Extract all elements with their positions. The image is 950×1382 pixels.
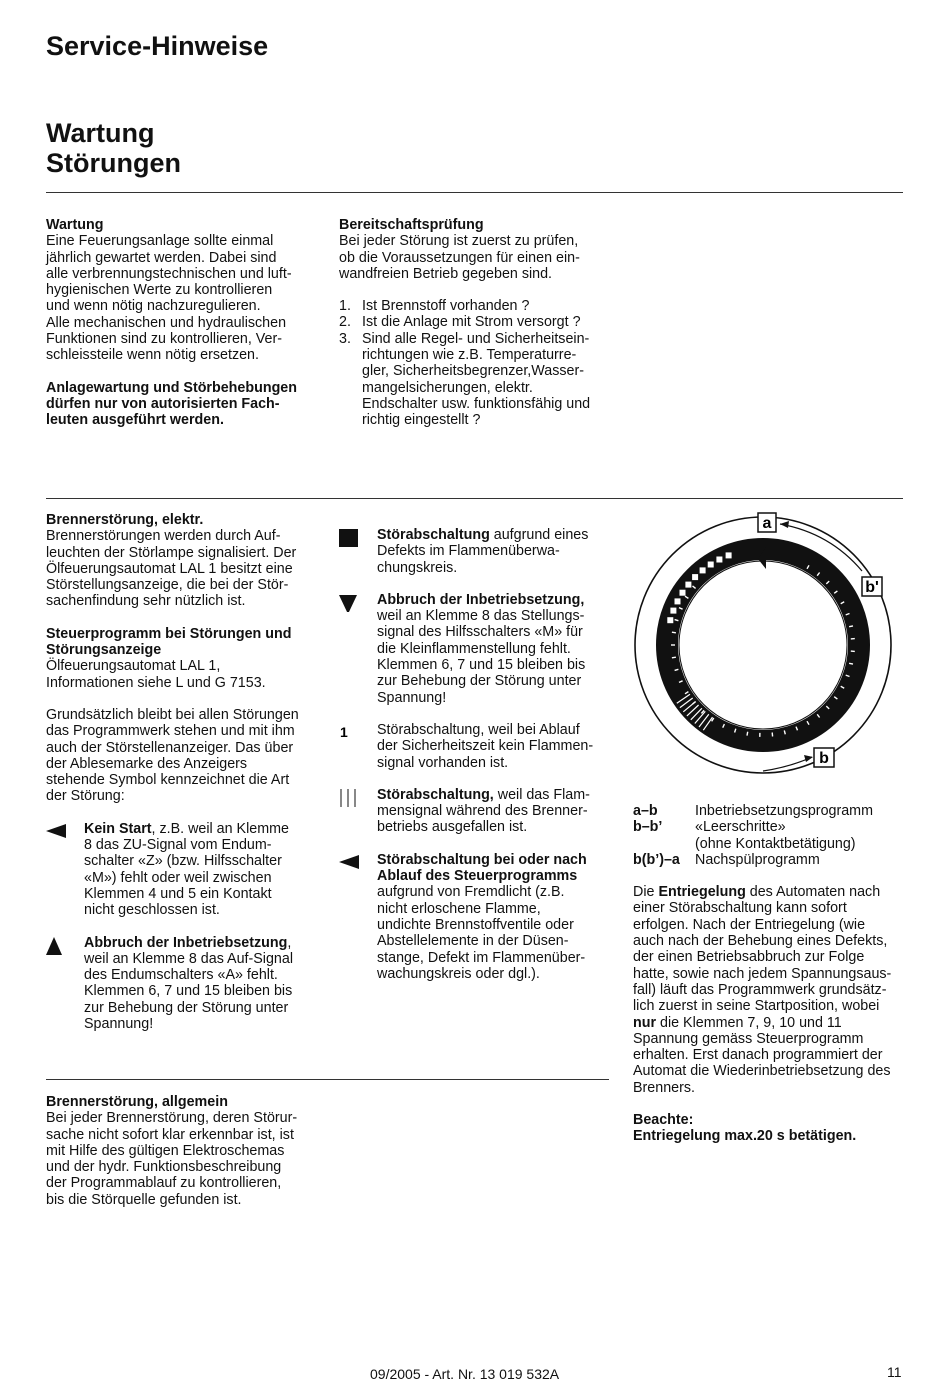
text-line: der Ablesemarke des Anzeigers	[46, 755, 248, 772]
text-line: Eine Feuerungsanlage sollte einmal	[46, 233, 274, 250]
symbol-explanation	[46, 935, 326, 1033]
symbol-text: nicht geschlossen ist.	[84, 902, 220, 919]
dial-inner-disc	[679, 561, 847, 729]
checklist-number: 2.	[339, 314, 351, 331]
allgemein-divider	[46, 1079, 609, 1080]
symbol-text: Abstellelemente in der Düsen-	[377, 933, 569, 950]
symbol-text: Störabschaltung, weil bei Ablauf	[377, 721, 580, 738]
text-line: Steuerprogramm bei Störungen und	[46, 625, 292, 642]
document-reference: 09/2005 - Art. Nr. 13 019 532A	[370, 1366, 560, 1382]
text-line: lich zuerst in seine Startposition, wobei	[633, 998, 880, 1015]
wartung-body	[46, 233, 326, 363]
section-divider	[46, 498, 903, 499]
dial-label-a	[758, 513, 776, 532]
wartung-warning	[46, 380, 326, 429]
section-title-line2: Störungen	[46, 148, 181, 178]
legend-key: b(b’)–a	[633, 851, 680, 868]
legend-row	[633, 803, 873, 819]
digit-one-icon	[339, 724, 363, 742]
text-line: schleissteile wenn nötig ersetzen.	[46, 347, 259, 364]
symbol-text: mensignal während des Brenner-	[377, 803, 588, 820]
symbol-text: Klemmen 6, 7 und 15 bleiben bis	[377, 657, 586, 674]
symbol-text: Klemmen 6, 7 und 15 bleiben bis	[84, 983, 293, 1000]
text-line: jährlich gewartet werden. Dabei sind	[46, 249, 277, 266]
text-line: sache nicht sofort klar erkennbar ist, ist	[46, 1126, 294, 1143]
note-heading: Beachte:	[633, 1112, 694, 1129]
symbol-text: zur Behebung der Störung unter	[377, 673, 582, 690]
svg-text:a: a	[762, 515, 772, 532]
note-body: Entriegelung max.20 s betätigen.	[633, 1128, 857, 1145]
elektr-heading: Brennerstörung, elektr.	[46, 512, 204, 528]
symbol-text: Abbruch der Inbetriebsetzung,	[377, 591, 585, 608]
text-line: Automat die Wiederinbetriebsetzung des	[633, 1063, 891, 1080]
symbol-text: nicht erloschene Flamme,	[377, 900, 541, 917]
checklist-text: richtungen wie z.B. Temperaturre-	[362, 347, 577, 364]
text-line: ob die Voraussetzungen für einen ein-	[339, 249, 580, 266]
three-bars-icon	[339, 789, 363, 807]
text-line: das Programmwerk stehen und mit ihm	[46, 723, 295, 740]
text-line: Brenners.	[633, 1079, 695, 1096]
symbol-text: Störabschaltung bei oder nach	[377, 851, 587, 868]
checklist-text: Sind alle Regel- und Sicherheitsein-	[362, 330, 590, 347]
allgemein-block	[46, 1094, 331, 1208]
entriegelung-body-b	[633, 1031, 918, 1096]
section-title-line1: Wartung	[46, 118, 155, 148]
text-line: leuten ausgeführt werden.	[46, 412, 224, 429]
symbol-explanation	[339, 592, 624, 706]
symbol-text: die Kleinflammenstellung fehlt.	[377, 640, 571, 657]
symbol-explanation	[339, 527, 624, 576]
text-line: stehende Symbol kennzeichnet die Art	[46, 772, 290, 789]
page-number: 11	[887, 1364, 902, 1380]
entriegelung-block	[633, 803, 918, 1145]
dial-arrow-b	[763, 757, 812, 771]
text-line: und der hydr. Funktionsbeschreibung	[46, 1159, 282, 1176]
symbol-text: der Sicherheitszeit kein Flammen-	[377, 738, 594, 755]
allgemein-heading: Brennerstörung, allgemein	[46, 1094, 228, 1110]
triangle-left-icon	[46, 823, 70, 841]
text-line: mit Hilfe des gültigen Elektroschemas	[46, 1142, 285, 1159]
allgemein-body	[46, 1110, 331, 1208]
legend-key: a–b	[633, 803, 658, 819]
text-line: Anlagewartung und Störbehebungen	[46, 379, 297, 396]
text-line: fall) läuft das Programmwerk grundsätz-	[633, 981, 887, 998]
dial-label-b-prime	[862, 577, 882, 596]
text-line: Brennerstörungen werden durch Auf-	[46, 528, 281, 545]
text-line: der einen Betriebsabbruch zur Folge	[633, 949, 865, 966]
symbol-text: Ablauf des Steuerprogramms	[377, 868, 578, 885]
symbol-explanation	[339, 787, 624, 836]
entriegelung-first-line: Die Entriegelung des Automaten nach	[633, 884, 881, 901]
checklist-item	[339, 314, 624, 330]
program-legend	[633, 803, 873, 868]
text-line: wandfreien Betrieb gegeben sind.	[339, 265, 553, 282]
symbol-text: signal vorhanden ist.	[377, 754, 509, 771]
text-line: Störungsanzeige	[46, 642, 162, 659]
text-line: Informationen siehe L und G 7153.	[46, 674, 266, 691]
text-line: der Störung:	[46, 788, 125, 805]
page-title: Service-Hinweise	[46, 31, 269, 61]
wartung-heading: Wartung	[46, 217, 104, 233]
symbol-text: signal des Hilfsschalters «M» für	[377, 624, 583, 641]
checklist-item	[339, 298, 624, 314]
svg-text:1: 1	[340, 723, 348, 740]
text-line: dürfen nur von autorisierten Fach-	[46, 395, 280, 412]
square-icon	[339, 529, 363, 547]
section-title	[46, 118, 181, 178]
legend-key: b–b’	[633, 819, 663, 836]
text-line: alle verbrennungstechnischen und luft-	[46, 265, 292, 282]
wartung-block	[46, 217, 326, 429]
symbol-text: zur Behebung der Störung unter	[84, 999, 289, 1016]
text-line: bis die Störquelle gefunden ist.	[46, 1191, 242, 1208]
legend-value: Inbetriebsetzungsprogramm	[695, 803, 874, 819]
text-line: Störstellungsanzeige, die bei der Stör-	[46, 577, 289, 594]
symbol-text: «M») fehlt oder weil zwischen	[84, 869, 272, 886]
checklist-text: mangelsicherungen, elektr.	[362, 379, 533, 396]
text-line: hatte, sowie nach jedem Spannungsaus-	[633, 965, 892, 982]
symbol-text: des Endumschalters «A» fehlt.	[84, 967, 278, 984]
symbol-explanation	[339, 722, 624, 771]
grundsatz-body	[46, 707, 326, 805]
fault-indicator-dial	[630, 505, 910, 785]
legend-value: «Leerschritte» (ohne Kontaktbetätigung)	[695, 819, 856, 852]
symbol-text: Defekts im Flammenüberwa-	[377, 543, 560, 560]
checklist-number: 3.	[339, 330, 351, 347]
text-line: auch der Störstellenanzeiger. Das über	[46, 739, 294, 756]
symbol-text: Spannung!	[84, 1016, 154, 1033]
text-line: Ölfeuerungsautomat LAL 1 besitzt eine	[46, 560, 293, 577]
svg-text:b': b'	[865, 579, 879, 596]
text-line: erfolgen. Nach der Entriegelung (wie	[633, 916, 866, 933]
triangle-up-icon	[46, 937, 70, 955]
text-line: Funktionen sind zu kontrollieren, Ver-	[46, 331, 283, 348]
checklist-text: Ist Brennstoff vorhanden ?	[362, 298, 530, 315]
entriegelung-body-a	[633, 900, 918, 1014]
text-line: leuchten der Störlampe signalisiert. Der	[46, 544, 297, 561]
symbol-text: chungskreis.	[377, 559, 458, 576]
text-line: einer Störabschaltung kann sofort	[633, 900, 847, 917]
elektr-body	[46, 528, 326, 609]
symbol-list-left	[46, 821, 326, 1033]
symbol-text: 8 das ZU-Signal vom Endum-	[84, 837, 272, 854]
text-line: Grundsätzlich bleibt bei allen Störungen	[46, 706, 299, 723]
checklist	[339, 298, 624, 428]
text-line: der Programmablauf zu kontrollieren,	[46, 1175, 282, 1192]
svg-text:b: b	[819, 750, 829, 767]
symbol-text: undichte Brennstoffventile oder	[377, 916, 574, 933]
steuerprogramm-body	[46, 658, 326, 691]
checklist-text: gler, Sicherheitsbegrenzer,Wasser-	[362, 363, 584, 380]
checklist-text: Ist die Anlage mit Strom versorgt ?	[362, 314, 581, 331]
symbol-text: Störabschaltung aufgrund eines	[377, 527, 589, 543]
legend-row	[633, 852, 873, 868]
symbol-text: stange, Defekt im Flammenüber-	[377, 949, 586, 966]
legend-value: Nachspülprogramm	[695, 851, 820, 868]
symbol-explanation	[339, 852, 624, 982]
symbol-explanation	[46, 821, 326, 919]
legend-row	[633, 819, 873, 852]
symbol-text: Spannung!	[377, 689, 447, 706]
symbol-text: Abbruch der Inbetriebsetzung,	[84, 934, 292, 951]
bereitschaft-heading: Bereitschaftsprüfung	[339, 217, 484, 233]
dial-label-b	[814, 748, 834, 767]
checklist-text: Endschalter usw. funktionsfähig und	[362, 395, 591, 412]
triangle-down-icon	[339, 594, 363, 612]
text-line: Bei jeder Störung ist zuerst zu prüfen,	[339, 233, 579, 250]
text-line: Bei jeder Brennerstörung, deren Störur-	[46, 1110, 298, 1127]
text-line: und wenn nötig nachzuregulieren.	[46, 298, 261, 315]
symbol-text: schalter «Z» (bzw. Hilfsschalter	[84, 853, 282, 870]
text-line: Alle mechanischen und hydraulischen	[46, 314, 287, 331]
header-divider	[46, 192, 903, 193]
checklist-item	[339, 331, 624, 429]
symbol-text: wachungskreis oder dgl.).	[377, 965, 540, 982]
symbol-list-mid	[339, 527, 624, 982]
symbol-text: betriebs ausgefallen ist.	[377, 819, 528, 836]
text-line: erhalten. Erst danach programmiert der	[633, 1047, 883, 1064]
symbol-text: Klemmen 4 und 5 ein Kontakt	[84, 885, 272, 902]
triangle-left-icon	[339, 854, 363, 872]
bereitschaft-intro	[339, 233, 624, 282]
symbol-text: weil an Klemme 8 das Stellungs-	[377, 608, 585, 625]
symbol-text: Störabschaltung, weil das Flam-	[377, 786, 590, 803]
text-line: Ölfeuerungsautomat LAL 1,	[46, 658, 221, 675]
text-line: sachenfindung sehr nützlich ist.	[46, 593, 246, 610]
checklist-number: 1.	[339, 298, 351, 315]
elektr-block	[46, 512, 326, 1032]
symbol-text: weil an Klemme 8 das Auf-Signal	[84, 950, 294, 967]
text-line: Spannung gemäss Steuerprogramm	[633, 1030, 864, 1047]
symbol-text: aufgrund von Fremdlicht (z.B.	[377, 884, 565, 901]
bereitschaft-block	[339, 217, 624, 429]
text-line: auch nach der Behebung eines Defekts,	[633, 933, 888, 950]
entriegelung-nur-line: nur die Klemmen 7, 9, 10 und 11	[633, 1014, 842, 1031]
text-line: hygienischen Werte zu kontrollieren	[46, 282, 273, 299]
steuerprogramm-heading	[46, 626, 326, 659]
symbol-text: Kein Start, z.B. weil an Klemme	[84, 820, 289, 837]
checklist-text: richtig eingestellt ?	[362, 412, 481, 429]
